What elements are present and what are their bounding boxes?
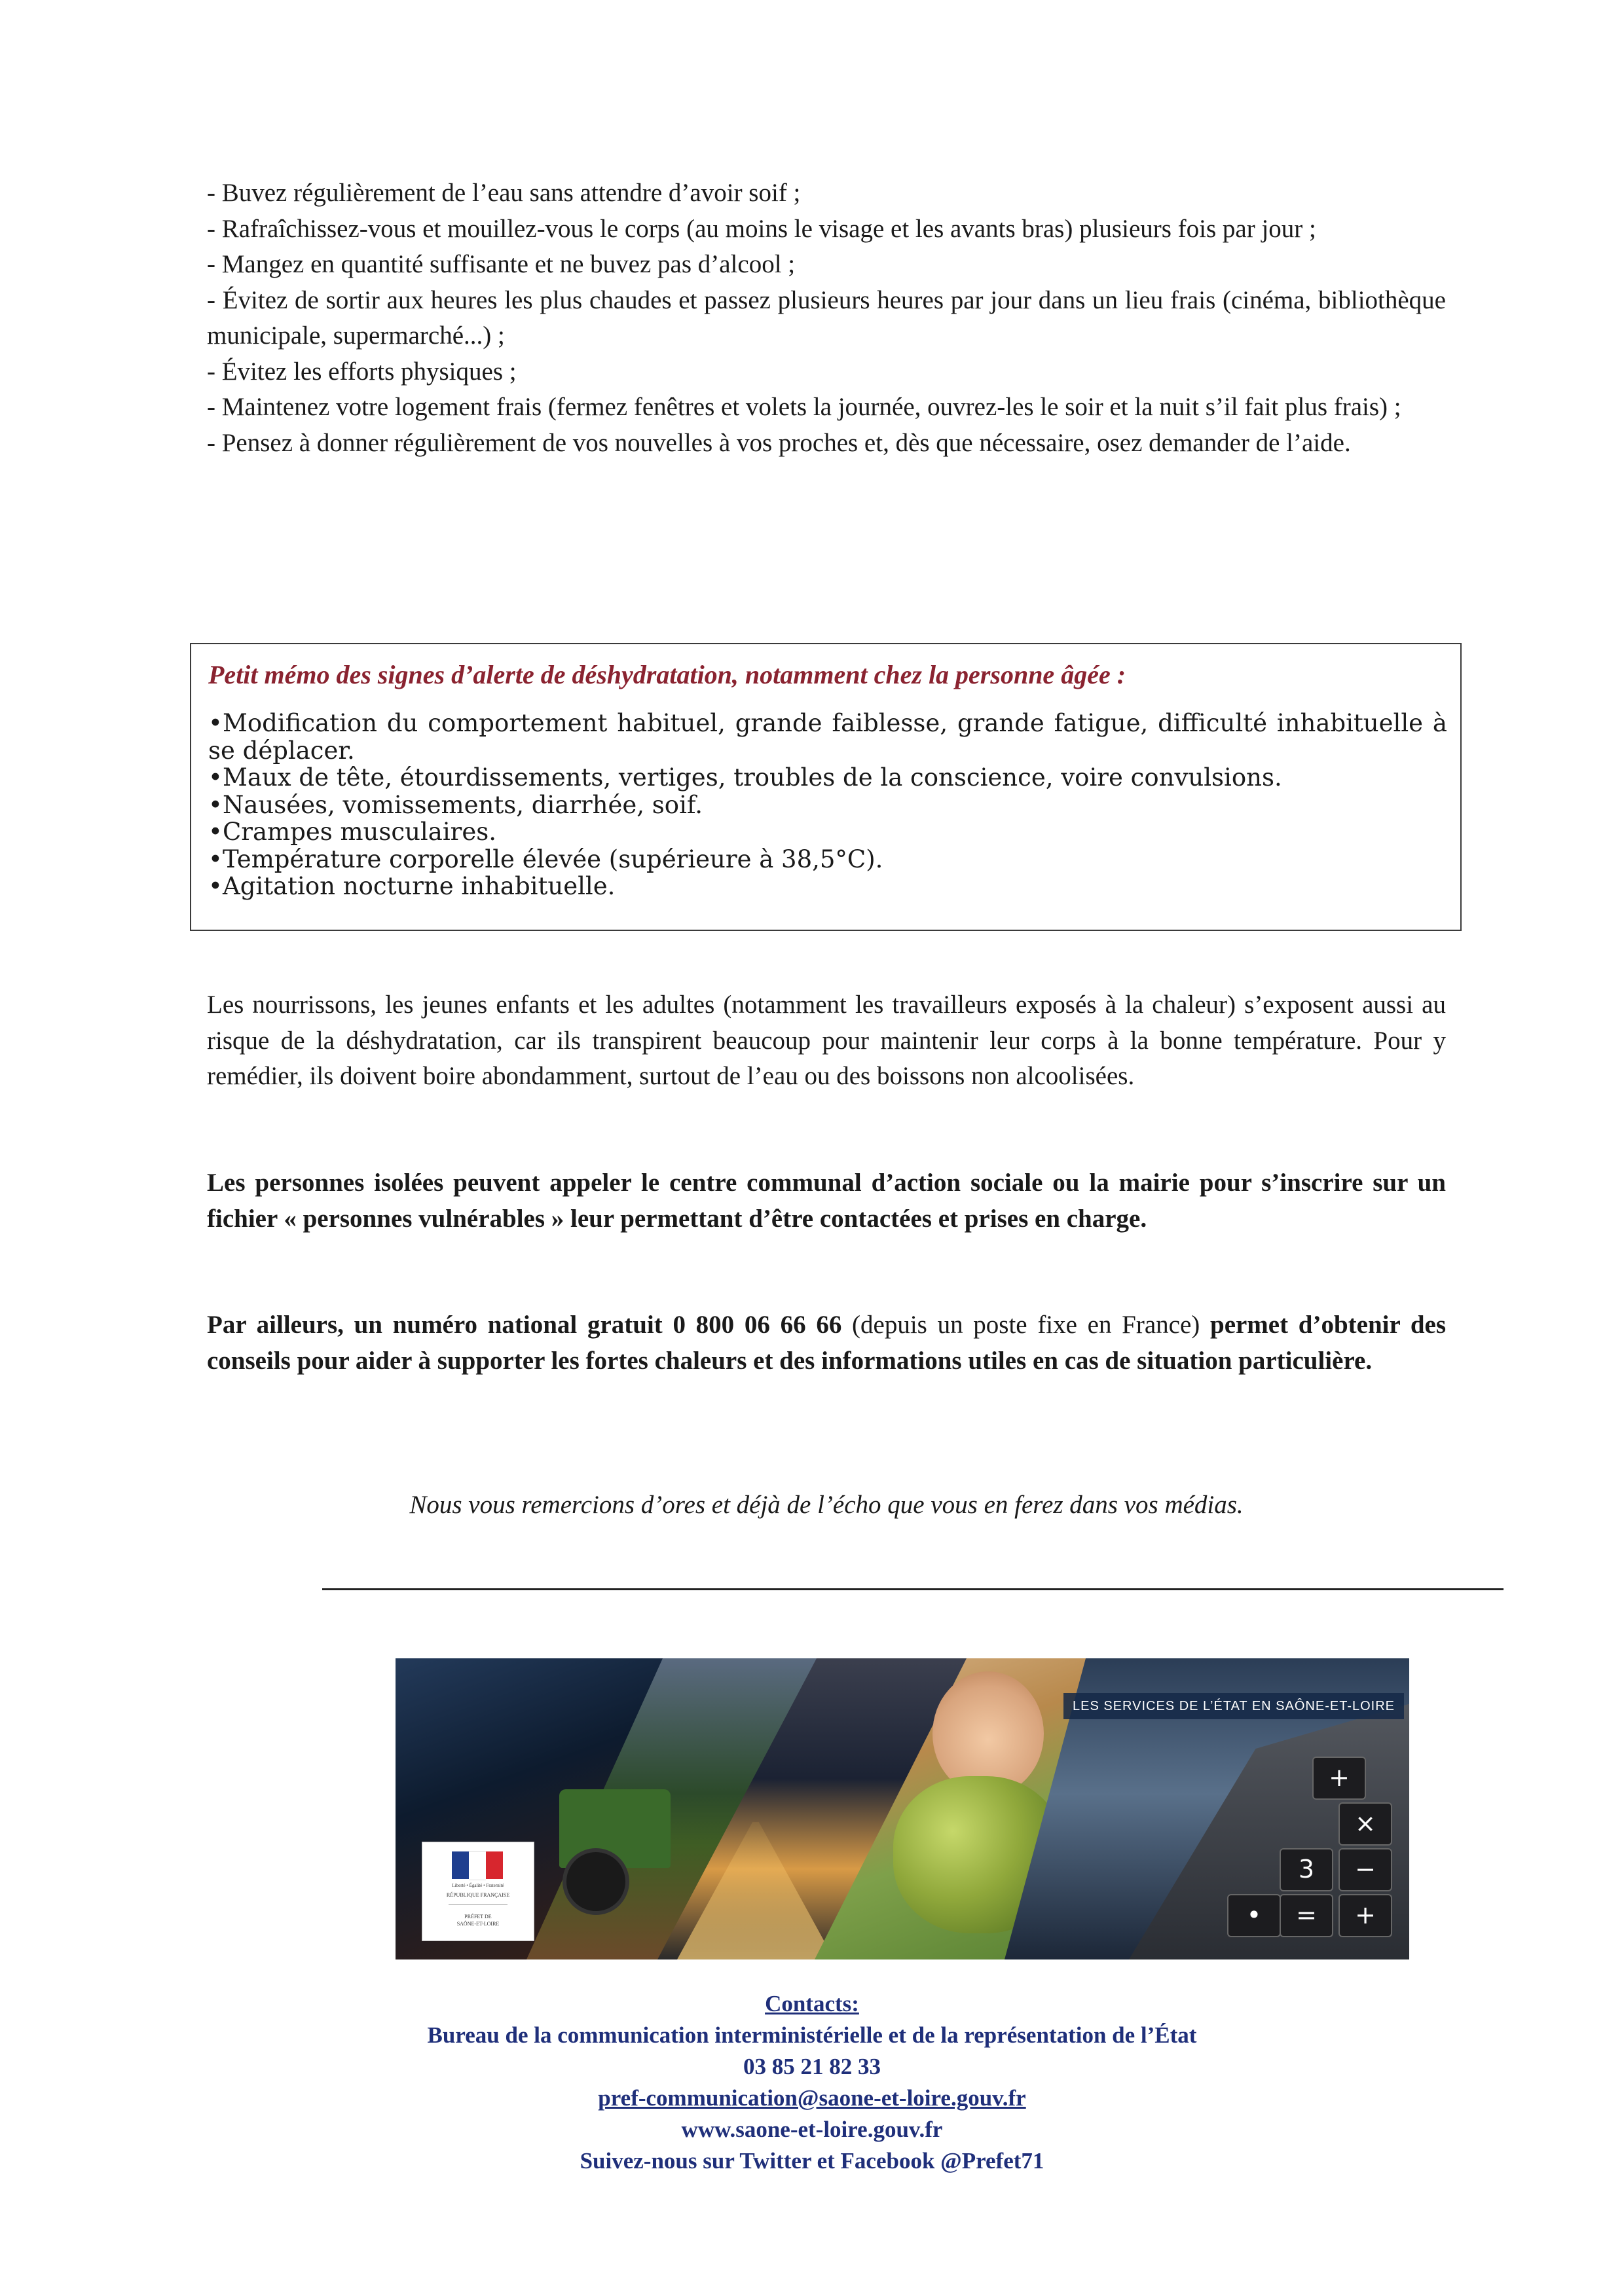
calculator-keys [1246, 1763, 1397, 1953]
memo-list [208, 710, 1447, 900]
memo-item-text: Maux de tête, étourdissements, vertiges, troubles de la conscience, voire convulsions. [223, 763, 1282, 792]
calc-key: × [1338, 1802, 1392, 1846]
state-services-banner [396, 1658, 1409, 1959]
isolated-persons-paragraph: Les personnes isolées peuvent appeler le centre communal d’action sociale ou la mairie pour s’inscrire sur un fichier « personnes vulnérables » leur permettant d’être contactées et prises en charge. [207, 1169, 1446, 1233]
flag-red [486, 1851, 503, 1879]
memo-item-text: Agitation nocturne inhabituelle. [223, 872, 616, 900]
infants-paragraph: Les nourrissons, les jeunes enfants et les adultes (notamment les travailleurs exposés à la chaleur) s’exposent aussi au risque de la déshydratation, car ils transpirent beaucoup pour maintenir leur corps à la bonne température. Pour y remédier, ils doivent boire abondamment, surtout de l’eau ou des boissons non alcoolisées. [207, 991, 1446, 1090]
logo-prefect-line1: PRÉFET DE [464, 1914, 492, 1920]
memo-item-text: Température corporelle élevée (supérieure à 38,5°C). [223, 845, 883, 873]
contacts-heading: Contacts: [765, 1991, 859, 2016]
banner-caption: LES SERVICES DE L’ÉTAT EN SAÔNE-ET-LOIRE [1063, 1693, 1404, 1719]
bullet-icon: • [208, 709, 223, 737]
memo-title: Petit mémo des signes d’alerte de déshydratation, notamment chez la personne âgée : [208, 660, 1126, 689]
calc-key: − [1338, 1848, 1392, 1891]
calc-key: • [1227, 1894, 1281, 1937]
french-flag-icon [452, 1851, 503, 1879]
calc-key: + [1312, 1757, 1366, 1800]
logo-republic: RÉPUBLIQUE FRANÇAISE [446, 1892, 510, 1898]
contacts-bureau: Bureau de la communication interministérielle et de la représentation de l’État [427, 2022, 1197, 2048]
hotline-text-regular: (depuis un poste fixe en France) [841, 1311, 1210, 1339]
advice-item: - Évitez de sortir aux heures les plus chaudes et passez plusieurs heures par jour dans un lieu frais (cinéma, bibliothèque municipale, supermarché...) ; [207, 285, 1446, 350]
tractor-wheel-image [563, 1848, 629, 1915]
bullet-icon: • [208, 845, 223, 873]
memo-item [208, 764, 1447, 792]
advice-item: - Buvez régulièrement de l’eau sans attendre d’avoir soif ; [207, 179, 801, 207]
advice-item: - Rafraîchissez-vous et mouillez-vous le corps (au moins le visage et les avants bras) plusieurs fois par jour ; [207, 214, 1316, 243]
contacts-email-link[interactable]: pref-communication@saone-et-loire.gouv.fr [598, 2085, 1026, 2111]
hotline-text-bold-end: permet d’obtenir des conseils pour aider à supporter les fortes chaleurs et des informations utiles en cas de situation particulière. [207, 1311, 1446, 1375]
advice-item: - Mangez en quantité suffisante et ne buvez pas d’alcool ; [207, 250, 796, 278]
prefecture-logo [422, 1842, 534, 1941]
advice-item: - Pensez à donner régulièrement de vos nouvelles à vos proches et, dès que nécessaire, osez demander de l’aide. [207, 428, 1351, 457]
advice-item: - Évitez les efforts physiques ; [207, 357, 517, 386]
memo-item [208, 873, 1447, 900]
memo-item [208, 818, 1447, 846]
flag-blue [452, 1851, 469, 1879]
memo-item [208, 710, 1447, 764]
memo-item-text: Modification du comportement habituel, grande faiblesse, grande fatigue, difficulté inhabituelle à se déplacer. [208, 709, 1447, 765]
logo-motto: Liberté • Égalité • Fraternité [452, 1883, 504, 1888]
contacts-social: Suivez-nous sur Twitter et Facebook @Prefet71 [580, 2148, 1044, 2174]
closing-remark: Nous vous remercions d’ores et déjà de l’écho que vous en ferez dans vos médias. [409, 1491, 1244, 1519]
calc-key: + [1338, 1894, 1392, 1937]
memo-item [208, 792, 1447, 819]
divider-line [322, 1588, 1504, 1590]
bullet-icon: • [208, 763, 223, 792]
contacts-website-link[interactable]: www.saone-et-loire.gouv.fr [681, 2117, 943, 2142]
memo-item-text: Crampes musculaires. [223, 818, 496, 846]
hotline-text-bold: Par ailleurs, un numéro national gratuit 0 800 06 66 66 [207, 1311, 842, 1339]
advice-list [207, 175, 1446, 461]
memo-item-text: Nausées, vomissements, diarrhée, soif. [223, 790, 703, 819]
contacts-block [0, 1988, 1624, 2177]
bullet-icon: • [208, 818, 223, 846]
memo-item [208, 846, 1447, 873]
advice-item: - Maintenez votre logement frais (fermez fenêtres et volets la journée, ouvrez-les le soir et la nuit s’il fait plus frais) ; [207, 393, 1401, 421]
flag-white [469, 1851, 486, 1880]
logo-prefect-line2: SAÔNE-ET-LOIRE [456, 1921, 500, 1927]
logo-separator [449, 1904, 507, 1905]
bullet-icon: • [208, 790, 223, 819]
dehydration-memo-box [190, 643, 1462, 931]
contacts-phone[interactable]: 03 85 21 82 33 [743, 2054, 881, 2079]
bullet-icon: • [208, 872, 223, 900]
hotline-paragraph [207, 1307, 1446, 1379]
calc-key: 3 [1280, 1848, 1333, 1891]
logo-prefect [422, 1913, 534, 1927]
calc-key: = [1280, 1894, 1333, 1937]
